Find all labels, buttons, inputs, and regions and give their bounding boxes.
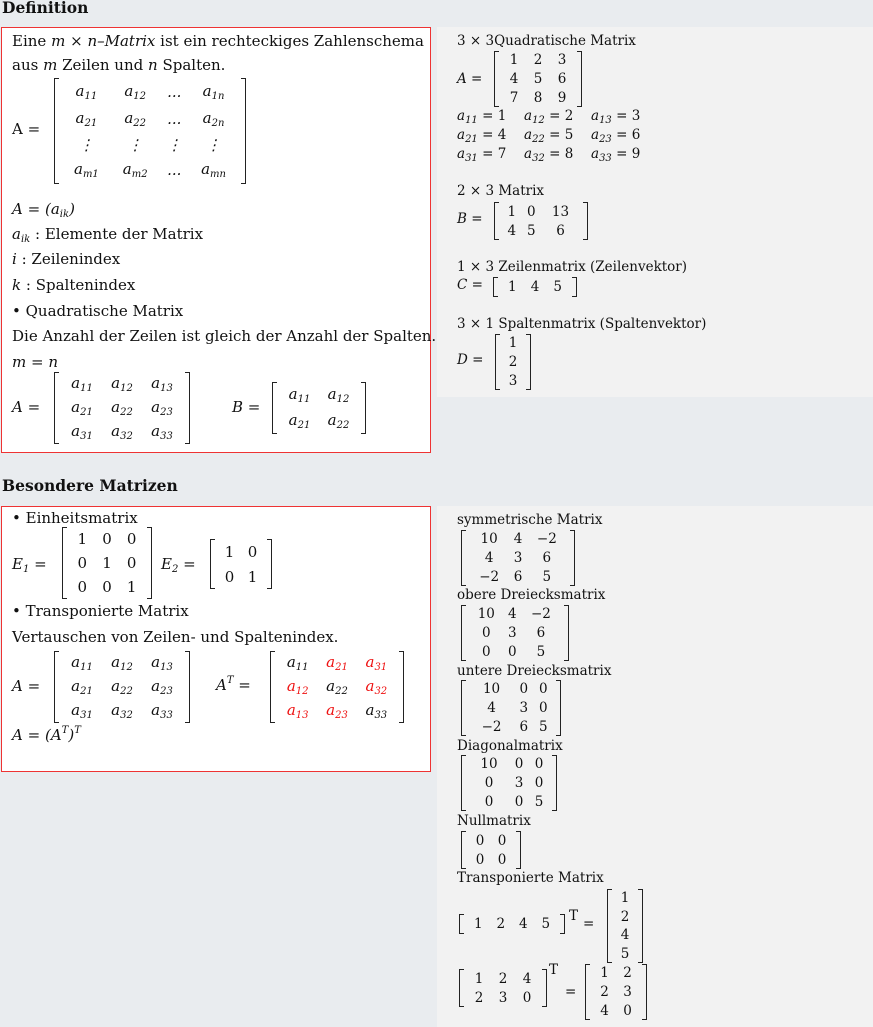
- matrix-cell: 4: [513, 531, 523, 548]
- matrix-cell: 0: [484, 774, 494, 791]
- matrix-cell: 5: [542, 568, 552, 585]
- column-vector-label: D =: [457, 352, 484, 368]
- matrix-cell: $a_{m2}$: [122, 160, 148, 181]
- matrix-cell: $a_{12}$: [111, 653, 133, 673]
- matrix-cell: $a_{21}$: [326, 653, 348, 673]
- matrix-cell: −2: [479, 568, 500, 585]
- matrix-cell: 0: [77, 578, 88, 596]
- row-vector-label: C =: [457, 277, 483, 293]
- matrix-cell: 3: [498, 989, 508, 1006]
- matrix-cell: 5: [526, 222, 536, 239]
- transpose-a-label: A =: [12, 677, 41, 695]
- definition-line-2: [12, 56, 225, 74]
- matrix-cell: $a_{23}$: [326, 701, 348, 721]
- matrix-cell: $a_{22}$: [326, 677, 348, 697]
- matrix-cell: $a_{13}$: [151, 653, 173, 673]
- text: ist ein rechteckiges Zahlenschema: [160, 32, 424, 50]
- matrix-cell: 0: [534, 774, 544, 791]
- matrix-cell: 5: [553, 279, 562, 295]
- special-matrices-box: [1, 506, 431, 772]
- null-matrix: [461, 831, 521, 869]
- matrix-cell: 0: [482, 624, 491, 641]
- matrix-cell: 0: [534, 756, 544, 773]
- special-examples-panel: [437, 506, 873, 1027]
- matrix-cell: 4: [620, 927, 630, 944]
- examples-panel: [437, 27, 873, 397]
- matrix-cell: $a_{32}$: [111, 701, 133, 721]
- matrix-cell: 4: [507, 606, 517, 623]
- matrix-cell: 1: [508, 279, 517, 295]
- element-values-row: [457, 108, 658, 127]
- matrix-cell: 1: [620, 890, 630, 907]
- matrix-cell: $a_{12}$: [111, 374, 133, 394]
- equals-sign-2: =: [565, 984, 577, 1000]
- symmetric-title: symmetrische Matrix: [457, 512, 603, 528]
- element-value: $a_{23} = 6$: [591, 127, 641, 145]
- text: Zeilen und: [62, 56, 144, 74]
- definition-line-1: [12, 32, 424, 50]
- matrix-cell: 4: [522, 970, 532, 987]
- matrix-cell: 1: [247, 567, 258, 586]
- matrix-cell: 1: [508, 335, 518, 352]
- var-n: n: [148, 56, 158, 74]
- element-value: $a_{21} = 4$: [457, 127, 507, 145]
- matrix-cell: $a_{21}$: [288, 411, 311, 431]
- matrix-cell: 4: [484, 549, 494, 566]
- matrix-b-label: B =: [232, 398, 261, 416]
- matrix-2x3-label: B =: [457, 211, 483, 227]
- matrix-cell: 2: [533, 52, 543, 69]
- matrix-cell: 0: [514, 756, 524, 773]
- null-matrix-title: Nullmatrix: [457, 813, 531, 829]
- square-example-label: A =: [457, 71, 483, 87]
- matrix-cell: 4: [509, 70, 519, 87]
- matrix-cell: 2: [498, 970, 508, 987]
- text: : Elemente der Matrix: [35, 225, 204, 243]
- matrix-cell: 10: [482, 681, 501, 698]
- matrix-cell: $a_{12}$: [327, 385, 350, 405]
- element-value: $a_{12} = 2$: [524, 108, 574, 126]
- matrix-cell: 7: [509, 89, 519, 106]
- diagonal-matrix: [461, 755, 557, 811]
- matrix-cell: 3: [508, 372, 518, 389]
- matrix-cell: 2: [623, 965, 632, 982]
- matrix-cell: 0: [522, 989, 532, 1006]
- matrix-cell: 6: [556, 222, 565, 239]
- general-matrix: [54, 78, 246, 184]
- matrix-cell: $a_{1n}$: [202, 81, 225, 102]
- matrix-cell: $a_{22}$: [111, 398, 133, 418]
- row-vector: [493, 277, 577, 297]
- matrix-cell: 0: [475, 851, 485, 868]
- matrix-cell: $a_{32}$: [111, 422, 133, 442]
- transpose-at-label: $A^T$ =: [216, 675, 251, 694]
- matrix-cell: $a_{mn}$: [201, 160, 226, 181]
- text: Spalten.: [162, 56, 226, 74]
- matrix-cell: 3: [514, 774, 524, 791]
- matrix-cell: 4: [518, 916, 528, 932]
- matrix-cell: $a_{12}$: [124, 81, 147, 102]
- matrix-cell: 0: [497, 851, 507, 868]
- element-values: [457, 108, 658, 165]
- square-example-title: 3 × 3Quadratische Matrix: [457, 33, 636, 49]
- matrix-cell: 2: [496, 916, 506, 932]
- matrix-cell: 0: [538, 699, 548, 716]
- matrix-cell: $a_{13}$: [151, 374, 173, 394]
- text: Eine: [12, 32, 47, 50]
- matrix-cell: 8: [533, 89, 543, 106]
- matrix-cell: $a_{21}$: [71, 677, 93, 697]
- general-matrix-label: A =: [12, 120, 41, 138]
- upper-triangular-title: obere Dreiecksmatrix: [457, 587, 606, 603]
- matrix-cell: −2: [531, 606, 551, 623]
- matrix-cell: 5: [533, 70, 543, 87]
- matrix-2x3-title: 2 × 3 Matrix: [457, 183, 545, 199]
- matrix-cell: $a_{11}$: [286, 653, 309, 673]
- matrix-cell: 1: [600, 965, 609, 982]
- equals-sign: =: [583, 916, 595, 932]
- matrix-cell: ...: [167, 109, 182, 128]
- matrix-cell: 0: [224, 567, 235, 586]
- matrix-cell: 2: [600, 983, 609, 1000]
- matrix-cell: 4: [600, 1002, 609, 1019]
- element-value: $a_{31} = 7$: [457, 146, 507, 164]
- var-m: m: [43, 56, 58, 74]
- diagonal-title: Diagonalmatrix: [457, 738, 563, 754]
- matrix-cell: 5: [536, 643, 546, 660]
- matrix-cell: $a_{21}$: [71, 398, 93, 418]
- transpose-matrix-at: [270, 651, 404, 723]
- unit-matrix-title: • Einheitsmatrix: [12, 509, 138, 527]
- matrix-2x3: [494, 202, 588, 240]
- section-heading-special: Besondere Matrizen: [2, 476, 178, 495]
- matrix-cell: 3: [513, 549, 523, 566]
- matrix-cell: 0: [475, 832, 485, 849]
- var-aik: $a_{ik}$: [12, 225, 31, 245]
- matrix-cell: $a_{22}$: [124, 108, 147, 129]
- square-matrix-title: • Quadratische Matrix: [12, 302, 184, 320]
- lower-triangular-matrix: [461, 680, 561, 736]
- matrix-cell: 3: [557, 52, 567, 69]
- matrix-cell: 5: [541, 916, 551, 932]
- matrix-2x3-transpose-source: [459, 969, 547, 1007]
- matrix-cell: 4: [530, 279, 540, 295]
- matrix-cell: $a_{12}$: [286, 677, 309, 697]
- matrix-cell: 3: [623, 983, 632, 1000]
- matrix-cell: ⋮: [206, 135, 222, 154]
- e2-label: $E_2$ =: [161, 555, 196, 575]
- matrix-cell: 2: [620, 908, 630, 925]
- lower-triangular-title: untere Dreiecksmatrix: [457, 663, 612, 679]
- matrix-3x2-result: [585, 964, 647, 1020]
- matrix-cell: −2: [536, 531, 557, 548]
- matrix-cell: ⋮: [78, 135, 94, 154]
- matrix-cell: 5: [534, 793, 544, 810]
- matrix-cell: 4: [487, 699, 496, 716]
- row-index-line: [12, 250, 120, 268]
- matrix-cell: 10: [477, 606, 495, 623]
- symmetric-matrix: [461, 530, 575, 586]
- matrix-cell: $a_{m1}$: [73, 160, 99, 181]
- element-value: $a_{22} = 5$: [524, 127, 574, 145]
- matrix-cell: 6: [557, 70, 567, 87]
- element-value: $a_{33} = 9$: [591, 146, 641, 164]
- transpose-example-title: Transponierte Matrix: [457, 870, 604, 886]
- square-matrix-text: Die Anzahl der Zeilen ist gleich der Anzahl der Spalten.: [12, 327, 437, 345]
- matrix-cell: $a_{11}$: [75, 81, 98, 102]
- matrix-cell: $a_{33}$: [151, 422, 173, 442]
- matrix-cell: 0: [519, 681, 529, 698]
- matrix-a-label: A =: [12, 398, 41, 416]
- matrix-cell: 4: [507, 222, 517, 239]
- matrix-cell: ...: [167, 82, 182, 101]
- matrix-cell: 1: [507, 203, 517, 220]
- matrix-cell: 0: [482, 643, 491, 660]
- matrix-cell: $a_{31}$: [71, 422, 93, 442]
- matrix-cell: 0: [497, 832, 507, 849]
- matrix-cell: 0: [507, 643, 517, 660]
- matrix-cell: ...: [167, 161, 182, 180]
- text: : Spaltenindex: [25, 276, 136, 294]
- matrix-cell: 6: [513, 568, 523, 585]
- matrix-cell: 6: [542, 549, 552, 566]
- element-value: $a_{13} = 3$: [591, 108, 641, 126]
- matrix-cell: 0: [538, 681, 548, 698]
- e1-label: $E_1$ =: [12, 555, 47, 575]
- transpose-title: • Transponierte Matrix: [12, 602, 189, 620]
- matrix-cell: −2: [481, 718, 502, 735]
- row-vector-4: [459, 914, 565, 934]
- matrix-cell: 10: [480, 531, 498, 548]
- row-vector-title: 1 × 3 Zeilenmatrix (Zeilenvektor): [457, 259, 688, 275]
- matrix-cell: 13: [551, 203, 570, 220]
- matrix-cell: 0: [247, 542, 258, 561]
- matrix-cell: ⋮: [166, 135, 182, 154]
- transpose-superscript-2: T: [549, 962, 559, 978]
- matrix-cell: $a_{13}$: [286, 701, 309, 721]
- matrix-cell: $a_{11}$: [288, 385, 311, 405]
- matrix-cell: 6: [536, 624, 546, 641]
- matrix-cell: 0: [77, 554, 88, 572]
- upper-triangular-matrix: [461, 605, 569, 661]
- var-k: k: [12, 276, 22, 294]
- transpose-superscript: T: [569, 908, 579, 924]
- matrix-a-3x3: [54, 372, 190, 444]
- identity-2x2: [210, 539, 272, 589]
- matrix-cell: 10: [480, 756, 498, 773]
- matrix-cell: $a_{2n}$: [202, 108, 225, 129]
- text: aus: [12, 56, 39, 74]
- matrix-cell: 0: [126, 554, 137, 572]
- matrix-cell: 9: [557, 89, 567, 106]
- element-value: $a_{11} = 1$: [457, 108, 507, 126]
- column-index-line: [12, 276, 135, 294]
- matrix-cell: $a_{31}$: [365, 653, 388, 673]
- definition-box: [1, 27, 437, 453]
- column-vector-title: 3 × 1 Spaltenmatrix (Spaltenvektor): [457, 316, 707, 332]
- matrix-cell: 0: [623, 1002, 632, 1019]
- matrix-cell: $a_{11}$: [71, 653, 93, 673]
- times-sign: ×: [70, 32, 83, 50]
- transpose-identity: $A = (A^T)^T$: [12, 725, 81, 744]
- m-equals-n: m = n: [12, 353, 58, 371]
- matrix-b-2x2: [272, 382, 366, 434]
- matrix-cell: 1: [126, 578, 137, 596]
- var-i: i: [12, 250, 17, 268]
- matrix-cell: $a_{33}$: [151, 701, 173, 721]
- section-heading-definition: Definition: [2, 0, 89, 17]
- column-vector-4: [607, 889, 643, 963]
- element-values-row: [457, 146, 658, 165]
- element-value: $a_{32} = 8$: [524, 146, 574, 164]
- matrix-cell: 0: [126, 530, 137, 548]
- matrix-cell: 3: [507, 624, 517, 641]
- matrix-cell: $a_{22}$: [111, 677, 133, 697]
- text: : Zeilenindex: [21, 250, 121, 268]
- matrix-cell: ⋮: [127, 135, 143, 154]
- transpose-text: Vertauschen von Zeilen- und Spaltenindex.: [12, 628, 339, 646]
- matrix-cell: $a_{23}$: [151, 398, 173, 418]
- matrix-cell: $a_{11}$: [71, 374, 93, 394]
- matrix-cell: 0: [484, 793, 494, 810]
- matrix-cell: $a_{31}$: [71, 701, 93, 721]
- matrix-cell: $a_{22}$: [327, 411, 350, 431]
- matrix-cell: 0: [526, 203, 536, 220]
- identity-3x3: [62, 527, 152, 599]
- elements-line: [12, 225, 203, 245]
- element-values-row: [457, 127, 658, 146]
- matrix-cell: 1: [77, 530, 88, 548]
- matrix-cell: $a_{21}$: [75, 108, 98, 129]
- matrix-cell: 5: [538, 718, 548, 735]
- var-m: m: [51, 32, 66, 50]
- column-vector: [495, 334, 531, 390]
- matrix-cell: 1: [474, 970, 484, 987]
- matrix-cell: $a_{23}$: [151, 677, 173, 697]
- matrix-cell: 6: [519, 718, 529, 735]
- matrix-cell: 1: [224, 542, 235, 561]
- transpose-matrix-a: [54, 651, 190, 723]
- matrix-cell: 1: [102, 554, 112, 572]
- matrix-cell: $a_{33}$: [365, 701, 388, 721]
- var-n-matrix: n–Matrix: [87, 32, 156, 50]
- matrix-cell: 5: [620, 945, 630, 962]
- matrix-cell: 0: [102, 530, 112, 548]
- matrix-notation: $A = (a_{ik})$: [12, 200, 75, 220]
- matrix-cell: $a_{32}$: [365, 677, 388, 697]
- matrix-cell: 2: [474, 989, 484, 1006]
- square-example-matrix: [494, 51, 582, 107]
- matrix-cell: 2: [508, 353, 518, 370]
- matrix-cell: 3: [519, 699, 529, 716]
- matrix-cell: 0: [102, 578, 112, 596]
- matrix-cell: 1: [473, 916, 483, 932]
- matrix-cell: 0: [514, 793, 524, 810]
- matrix-cell: 1: [509, 52, 519, 69]
